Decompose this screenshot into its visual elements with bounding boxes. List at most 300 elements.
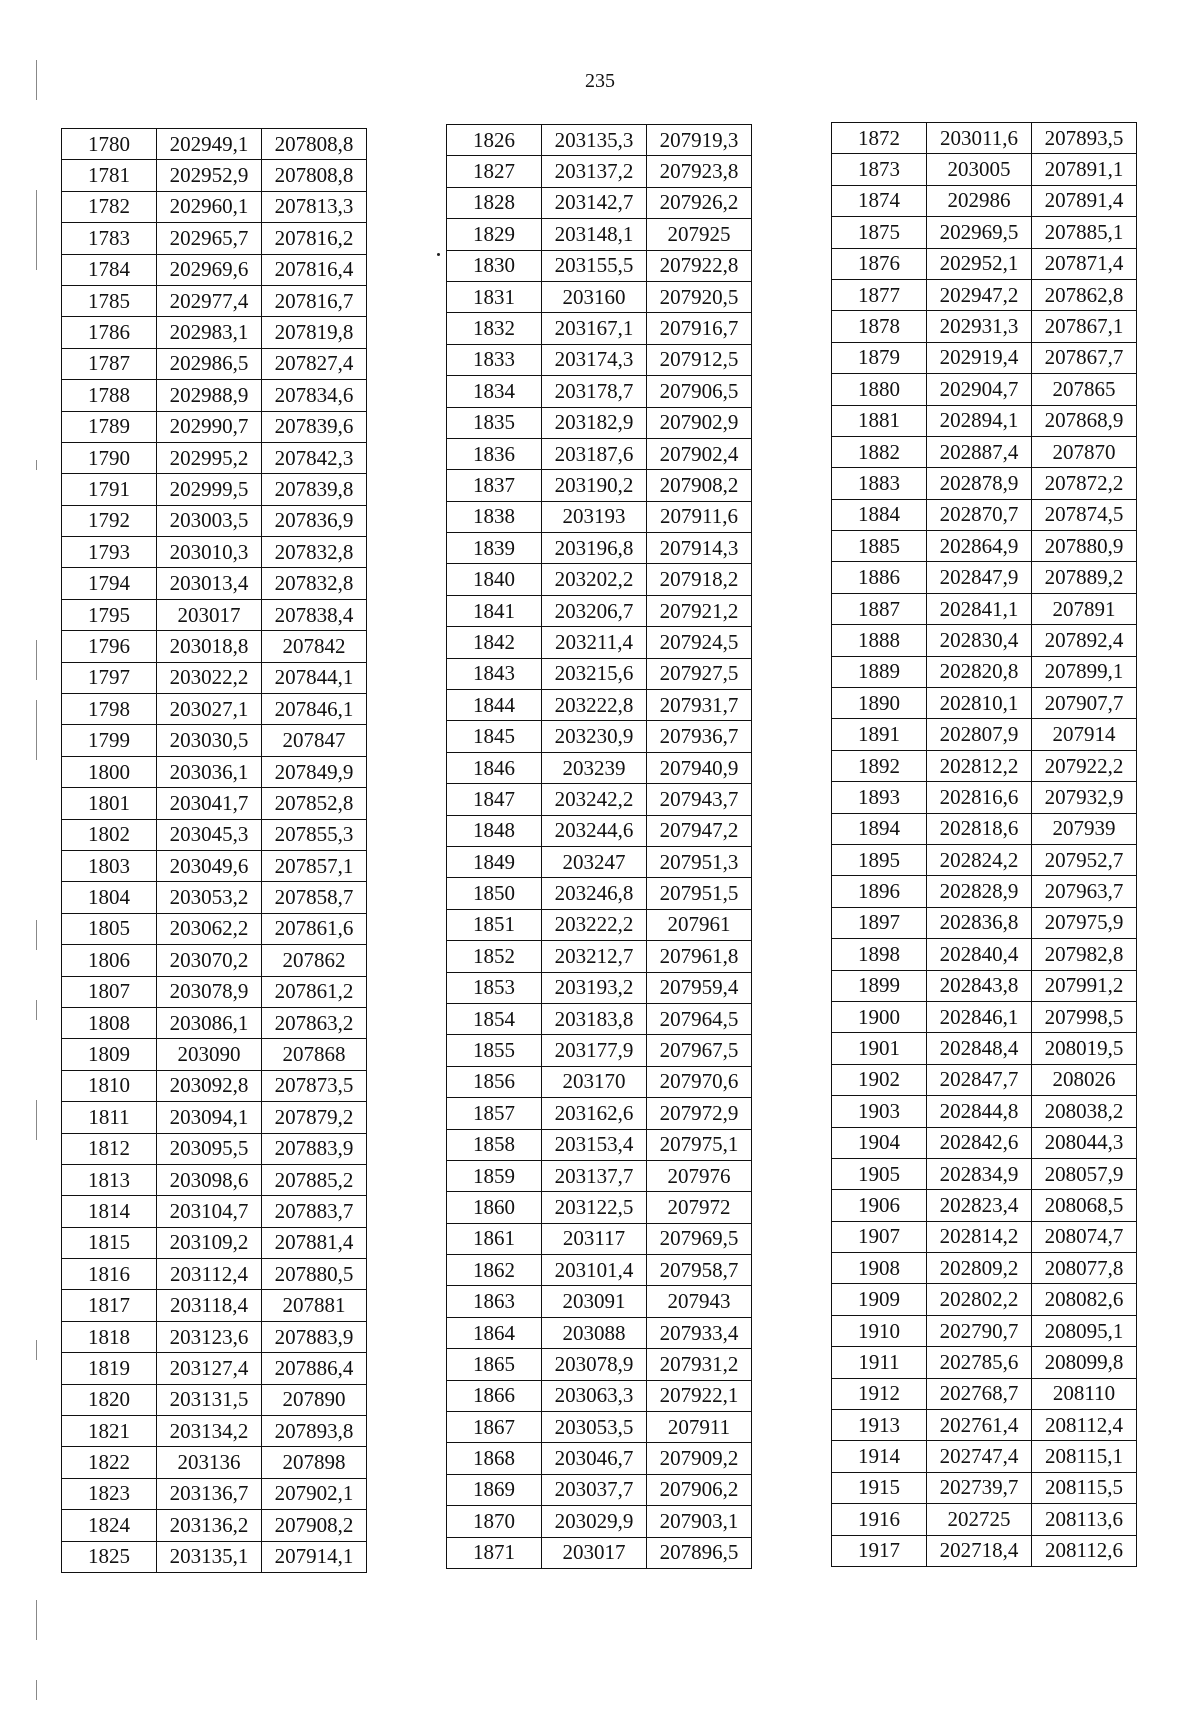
table-row (62, 1353, 367, 1384)
table-row (832, 844, 1137, 875)
table-row (62, 568, 367, 599)
y-coordinate-cell: 207906,5 (647, 376, 752, 407)
scan-speck (437, 253, 440, 256)
point-number-cell: 1843 (447, 658, 542, 689)
y-coordinate-cell: 207959,4 (647, 972, 752, 1003)
x-coordinate-cell: 202807,9 (927, 719, 1032, 750)
x-coordinate-cell: 203142,7 (542, 187, 647, 218)
x-coordinate-cell: 203030,5 (157, 725, 262, 756)
table-row (832, 279, 1137, 310)
table-row (62, 1196, 367, 1227)
point-number-cell: 1894 (832, 813, 927, 844)
x-coordinate-cell: 203160 (542, 281, 647, 312)
table-row (832, 562, 1137, 593)
table-row (832, 813, 1137, 844)
point-number-cell: 1829 (447, 219, 542, 250)
point-number-cell: 1864 (447, 1317, 542, 1348)
point-number-cell: 1781 (62, 160, 157, 191)
x-coordinate-cell: 202878,9 (927, 468, 1032, 499)
x-coordinate-cell: 202830,4 (927, 625, 1032, 656)
y-coordinate-cell: 207889,2 (1032, 562, 1137, 593)
point-number-cell: 1914 (832, 1441, 927, 1472)
y-coordinate-cell: 207846,1 (262, 694, 367, 725)
x-coordinate-cell: 202965,7 (157, 223, 262, 254)
point-number-cell: 1909 (832, 1284, 927, 1315)
y-coordinate-cell: 207903,1 (647, 1506, 752, 1537)
x-coordinate-cell: 202977,4 (157, 285, 262, 316)
y-coordinate-cell: 207921,2 (647, 595, 752, 626)
point-number-cell: 1817 (62, 1290, 157, 1321)
y-coordinate-cell: 207861,6 (262, 913, 367, 944)
y-coordinate-cell: 207881 (262, 1290, 367, 1321)
x-coordinate-cell: 202785,6 (927, 1347, 1032, 1378)
x-coordinate-cell: 203162,6 (542, 1098, 647, 1129)
table-row (832, 1127, 1137, 1158)
point-number-cell: 1786 (62, 317, 157, 348)
x-coordinate-cell: 203088 (542, 1317, 647, 1348)
y-coordinate-cell: 207839,8 (262, 474, 367, 505)
point-number-cell: 1822 (62, 1447, 157, 1478)
table-row (62, 254, 367, 285)
x-coordinate-cell: 203013,4 (157, 568, 262, 599)
point-number-cell: 1863 (447, 1286, 542, 1317)
table-row (62, 223, 367, 254)
point-number-cell: 1855 (447, 1035, 542, 1066)
y-coordinate-cell: 207943 (647, 1286, 752, 1317)
table-row (832, 1033, 1137, 1064)
point-number-cell: 1804 (62, 882, 157, 913)
point-number-cell: 1795 (62, 599, 157, 630)
point-number-cell: 1887 (832, 593, 927, 624)
x-coordinate-cell: 202952,1 (927, 248, 1032, 279)
x-coordinate-cell: 203153,4 (542, 1129, 647, 1160)
y-coordinate-cell: 207836,9 (262, 505, 367, 536)
point-number-cell: 1809 (62, 1039, 157, 1070)
table-row (832, 436, 1137, 467)
x-coordinate-cell: 203053,2 (157, 882, 262, 913)
table-row (832, 876, 1137, 907)
y-coordinate-cell: 207918,2 (647, 564, 752, 595)
point-number-cell: 1880 (832, 374, 927, 405)
table-row (62, 411, 367, 442)
x-coordinate-cell: 203183,8 (542, 1003, 647, 1034)
point-number-cell: 1860 (447, 1192, 542, 1223)
table-row (447, 344, 752, 375)
point-number-cell: 1813 (62, 1164, 157, 1195)
table-row (62, 1321, 367, 1352)
y-coordinate-cell: 207967,5 (647, 1035, 752, 1066)
x-coordinate-cell: 203049,6 (157, 850, 262, 881)
y-coordinate-cell: 207922,1 (647, 1380, 752, 1411)
x-coordinate-cell: 203011,6 (927, 123, 1032, 154)
y-coordinate-cell: 207906,2 (647, 1474, 752, 1505)
x-coordinate-cell: 203193,2 (542, 972, 647, 1003)
y-coordinate-cell: 208099,8 (1032, 1347, 1137, 1378)
point-number-cell: 1845 (447, 721, 542, 752)
point-number-cell: 1917 (832, 1535, 927, 1566)
y-coordinate-cell: 207816,4 (262, 254, 367, 285)
y-coordinate-cell: 208019,5 (1032, 1033, 1137, 1064)
table-row (832, 1158, 1137, 1189)
table-row (447, 1129, 752, 1160)
y-coordinate-cell: 207892,4 (1032, 625, 1137, 656)
x-coordinate-cell: 203182,9 (542, 407, 647, 438)
x-coordinate-cell: 203193 (542, 501, 647, 532)
point-number-cell: 1886 (832, 562, 927, 593)
margin-scan-marks (36, 40, 40, 1700)
x-coordinate-cell: 203206,7 (542, 595, 647, 626)
y-coordinate-cell: 207885,1 (1032, 217, 1137, 248)
table-row (832, 1253, 1137, 1284)
y-coordinate-cell: 207982,8 (1032, 939, 1137, 970)
y-coordinate-cell: 207863,2 (262, 1007, 367, 1038)
x-coordinate-cell: 202802,2 (927, 1284, 1032, 1315)
point-number-cell: 1901 (832, 1033, 927, 1064)
y-coordinate-cell: 207893,8 (262, 1416, 367, 1447)
table-row (62, 756, 367, 787)
table-row (447, 1192, 752, 1223)
x-coordinate-cell: 203137,2 (542, 156, 647, 187)
table-row (832, 593, 1137, 624)
x-coordinate-cell: 203170 (542, 1066, 647, 1097)
x-coordinate-cell: 203098,6 (157, 1164, 262, 1195)
table-row (62, 850, 367, 881)
x-coordinate-cell: 203092,8 (157, 1070, 262, 1101)
x-coordinate-cell: 203230,9 (542, 721, 647, 752)
y-coordinate-cell: 207847 (262, 725, 367, 756)
table-row (832, 248, 1137, 279)
y-coordinate-cell: 207923,8 (647, 156, 752, 187)
point-number-cell: 1819 (62, 1353, 157, 1384)
table-row (447, 564, 752, 595)
point-number-cell: 1899 (832, 970, 927, 1001)
point-number-cell: 1785 (62, 285, 157, 316)
x-coordinate-cell: 202816,6 (927, 782, 1032, 813)
x-coordinate-cell: 202836,8 (927, 907, 1032, 938)
y-coordinate-cell: 207899,1 (1032, 656, 1137, 687)
x-coordinate-cell: 203135,3 (542, 125, 647, 156)
point-number-cell: 1792 (62, 505, 157, 536)
y-coordinate-cell: 208077,8 (1032, 1253, 1137, 1284)
table-row (447, 250, 752, 281)
x-coordinate-cell: 202960,1 (157, 191, 262, 222)
x-coordinate-cell: 202848,4 (927, 1033, 1032, 1064)
table-row (447, 281, 752, 312)
y-coordinate-cell: 207873,5 (262, 1070, 367, 1101)
point-number-cell: 1841 (447, 595, 542, 626)
point-number-cell: 1851 (447, 909, 542, 940)
table-row (447, 125, 752, 156)
table-row (832, 217, 1137, 248)
point-number-cell: 1820 (62, 1384, 157, 1415)
table-row (62, 285, 367, 316)
y-coordinate-cell: 207924,5 (647, 627, 752, 658)
x-coordinate-cell: 202986 (927, 185, 1032, 216)
point-number-cell: 1787 (62, 348, 157, 379)
point-number-cell: 1814 (62, 1196, 157, 1227)
point-number-cell: 1866 (447, 1380, 542, 1411)
table-row (62, 976, 367, 1007)
y-coordinate-cell: 208074,7 (1032, 1221, 1137, 1252)
point-number-cell: 1902 (832, 1064, 927, 1095)
y-coordinate-cell: 207943,7 (647, 784, 752, 815)
point-number-cell: 1916 (832, 1504, 927, 1535)
y-coordinate-cell: 207914 (1032, 719, 1137, 750)
table-row (832, 1001, 1137, 1032)
point-number-cell: 1844 (447, 690, 542, 721)
x-coordinate-cell: 203062,2 (157, 913, 262, 944)
y-coordinate-cell: 207883,9 (262, 1133, 367, 1164)
point-number-cell: 1840 (447, 564, 542, 595)
y-coordinate-cell: 207871,4 (1032, 248, 1137, 279)
point-number-cell: 1889 (832, 656, 927, 687)
y-coordinate-cell: 207907,7 (1032, 688, 1137, 719)
x-coordinate-cell: 203127,4 (157, 1353, 262, 1384)
y-coordinate-cell: 207914,1 (262, 1541, 367, 1572)
table-row (447, 1066, 752, 1097)
x-coordinate-cell: 203177,9 (542, 1035, 647, 1066)
x-coordinate-cell: 202841,1 (927, 593, 1032, 624)
table-row (832, 1096, 1137, 1127)
x-coordinate-cell: 203222,8 (542, 690, 647, 721)
y-coordinate-cell: 208115,1 (1032, 1441, 1137, 1472)
table-row (832, 1504, 1137, 1535)
table-row (832, 531, 1137, 562)
table-row (447, 1286, 752, 1317)
y-coordinate-cell: 208026 (1032, 1064, 1137, 1095)
x-coordinate-cell: 203090 (157, 1039, 262, 1070)
table-row (62, 662, 367, 693)
x-coordinate-cell: 202820,8 (927, 656, 1032, 687)
point-number-cell: 1895 (832, 844, 927, 875)
x-coordinate-cell: 202969,6 (157, 254, 262, 285)
x-coordinate-cell: 202739,7 (927, 1472, 1032, 1503)
table-row (62, 1164, 367, 1195)
y-coordinate-cell: 208057,9 (1032, 1158, 1137, 1189)
point-number-cell: 1854 (447, 1003, 542, 1034)
table-row (832, 154, 1137, 185)
y-coordinate-cell: 207865 (1032, 374, 1137, 405)
point-number-cell: 1872 (832, 123, 927, 154)
y-coordinate-cell: 207940,9 (647, 752, 752, 783)
table-row (447, 1412, 752, 1443)
point-number-cell: 1824 (62, 1510, 157, 1541)
x-coordinate-cell: 203136 (157, 1447, 262, 1478)
point-number-cell: 1869 (447, 1474, 542, 1505)
table-row (447, 1506, 752, 1537)
x-coordinate-cell: 203155,5 (542, 250, 647, 281)
y-coordinate-cell: 207976 (647, 1160, 752, 1191)
x-coordinate-cell: 203211,4 (542, 627, 647, 658)
table-row (832, 468, 1137, 499)
x-coordinate-cell: 202810,1 (927, 688, 1032, 719)
table-row (447, 376, 752, 407)
table-row (832, 1378, 1137, 1409)
y-coordinate-cell: 207912,5 (647, 344, 752, 375)
table-row (62, 1259, 367, 1290)
table-row (447, 658, 752, 689)
table-row (62, 1416, 367, 1447)
y-coordinate-cell: 207816,2 (262, 223, 367, 254)
point-number-cell: 1898 (832, 939, 927, 970)
point-number-cell: 1862 (447, 1255, 542, 1286)
point-number-cell: 1803 (62, 850, 157, 881)
x-coordinate-cell: 203036,1 (157, 756, 262, 787)
table-row (62, 442, 367, 473)
table-row (832, 1410, 1137, 1441)
point-number-cell: 1828 (447, 187, 542, 218)
point-number-cell: 1810 (62, 1070, 157, 1101)
point-number-cell: 1834 (447, 376, 542, 407)
table-row (447, 1317, 752, 1348)
y-coordinate-cell: 207844,1 (262, 662, 367, 693)
x-coordinate-cell: 202828,9 (927, 876, 1032, 907)
x-coordinate-cell: 203196,8 (542, 533, 647, 564)
table-row (832, 405, 1137, 436)
y-coordinate-cell: 208038,2 (1032, 1096, 1137, 1127)
point-number-cell: 1884 (832, 499, 927, 530)
point-number-cell: 1798 (62, 694, 157, 725)
y-coordinate-cell: 207893,5 (1032, 123, 1137, 154)
table-row (832, 1347, 1137, 1378)
y-coordinate-cell: 207858,7 (262, 882, 367, 913)
x-coordinate-cell: 203122,5 (542, 1192, 647, 1223)
point-number-cell: 1782 (62, 191, 157, 222)
y-coordinate-cell: 207839,6 (262, 411, 367, 442)
y-coordinate-cell: 207902,4 (647, 438, 752, 469)
y-coordinate-cell: 207952,7 (1032, 844, 1137, 875)
point-number-cell: 1857 (447, 1098, 542, 1129)
y-coordinate-cell: 207919,3 (647, 125, 752, 156)
x-coordinate-cell: 202904,7 (927, 374, 1032, 405)
x-coordinate-cell: 203045,3 (157, 819, 262, 850)
point-number-cell: 1837 (447, 470, 542, 501)
x-coordinate-cell: 202842,6 (927, 1127, 1032, 1158)
point-number-cell: 1903 (832, 1096, 927, 1127)
table-row (447, 1443, 752, 1474)
point-number-cell: 1865 (447, 1349, 542, 1380)
y-coordinate-cell: 208095,1 (1032, 1315, 1137, 1346)
point-number-cell: 1831 (447, 281, 542, 312)
point-number-cell: 1850 (447, 878, 542, 909)
x-coordinate-cell: 203029,9 (542, 1506, 647, 1537)
table-row (62, 725, 367, 756)
x-coordinate-cell: 202843,8 (927, 970, 1032, 1001)
point-number-cell: 1832 (447, 313, 542, 344)
y-coordinate-cell: 207963,7 (1032, 876, 1137, 907)
point-number-cell: 1868 (447, 1443, 542, 1474)
y-coordinate-cell: 207883,7 (262, 1196, 367, 1227)
x-coordinate-cell: 203109,2 (157, 1227, 262, 1258)
point-number-cell: 1791 (62, 474, 157, 505)
point-number-cell: 1842 (447, 627, 542, 658)
y-coordinate-cell: 207861,2 (262, 976, 367, 1007)
point-number-cell: 1874 (832, 185, 927, 216)
point-number-cell: 1788 (62, 380, 157, 411)
y-coordinate-cell: 207832,8 (262, 537, 367, 568)
point-number-cell: 1794 (62, 568, 157, 599)
point-number-cell: 1878 (832, 311, 927, 342)
point-number-cell: 1890 (832, 688, 927, 719)
table-row (62, 474, 367, 505)
point-number-cell: 1896 (832, 876, 927, 907)
table-row (447, 501, 752, 532)
point-number-cell: 1910 (832, 1315, 927, 1346)
y-coordinate-cell: 208068,5 (1032, 1190, 1137, 1221)
x-coordinate-cell: 203123,6 (157, 1321, 262, 1352)
point-number-cell: 1789 (62, 411, 157, 442)
point-number-cell: 1800 (62, 756, 157, 787)
y-coordinate-cell: 207908,2 (647, 470, 752, 501)
table-row (62, 1384, 367, 1415)
point-number-cell: 1807 (62, 976, 157, 1007)
y-coordinate-cell: 207862 (262, 945, 367, 976)
y-coordinate-cell: 207922,8 (647, 250, 752, 281)
x-coordinate-cell: 202995,2 (157, 442, 262, 473)
table-row (62, 1227, 367, 1258)
x-coordinate-cell: 203101,4 (542, 1255, 647, 1286)
table-row (447, 1160, 752, 1191)
table-row (832, 342, 1137, 373)
coordinate-table-3 (831, 122, 1137, 1567)
y-coordinate-cell: 207914,3 (647, 533, 752, 564)
y-coordinate-cell: 207881,4 (262, 1227, 367, 1258)
point-number-cell: 1796 (62, 631, 157, 662)
point-number-cell: 1871 (447, 1537, 542, 1568)
x-coordinate-cell: 202834,9 (927, 1158, 1032, 1189)
y-coordinate-cell: 207951,5 (647, 878, 752, 909)
y-coordinate-cell: 207902,1 (262, 1478, 367, 1509)
y-coordinate-cell: 207883,9 (262, 1321, 367, 1352)
point-number-cell: 1875 (832, 217, 927, 248)
x-coordinate-cell: 203137,7 (542, 1160, 647, 1191)
table-row (447, 438, 752, 469)
table-row (62, 1510, 367, 1541)
point-number-cell: 1861 (447, 1223, 542, 1254)
y-coordinate-cell: 207911,6 (647, 501, 752, 532)
table-row (832, 374, 1137, 405)
table-row (447, 1255, 752, 1286)
table-row (62, 1447, 367, 1478)
table-row (447, 846, 752, 877)
table-row (62, 819, 367, 850)
table-row (832, 499, 1137, 530)
table-row (832, 970, 1137, 1001)
point-number-cell: 1915 (832, 1472, 927, 1503)
x-coordinate-cell: 202952,9 (157, 160, 262, 191)
y-coordinate-cell: 207862,8 (1032, 279, 1137, 310)
table-row (447, 595, 752, 626)
y-coordinate-cell: 207936,7 (647, 721, 752, 752)
x-coordinate-cell: 202846,1 (927, 1001, 1032, 1032)
point-number-cell: 1783 (62, 223, 157, 254)
x-coordinate-cell: 202768,7 (927, 1378, 1032, 1409)
x-coordinate-cell: 202812,2 (927, 750, 1032, 781)
y-coordinate-cell: 207925 (647, 219, 752, 250)
table-row (447, 909, 752, 940)
y-coordinate-cell: 207808,8 (262, 160, 367, 191)
table-row (447, 721, 752, 752)
x-coordinate-cell: 203242,2 (542, 784, 647, 815)
x-coordinate-cell: 202999,5 (157, 474, 262, 505)
point-number-cell: 1911 (832, 1347, 927, 1378)
point-number-cell: 1873 (832, 154, 927, 185)
y-coordinate-cell: 207827,4 (262, 348, 367, 379)
point-number-cell: 1812 (62, 1133, 157, 1164)
table-row (62, 1541, 367, 1572)
table-row (62, 505, 367, 536)
table-row (447, 470, 752, 501)
